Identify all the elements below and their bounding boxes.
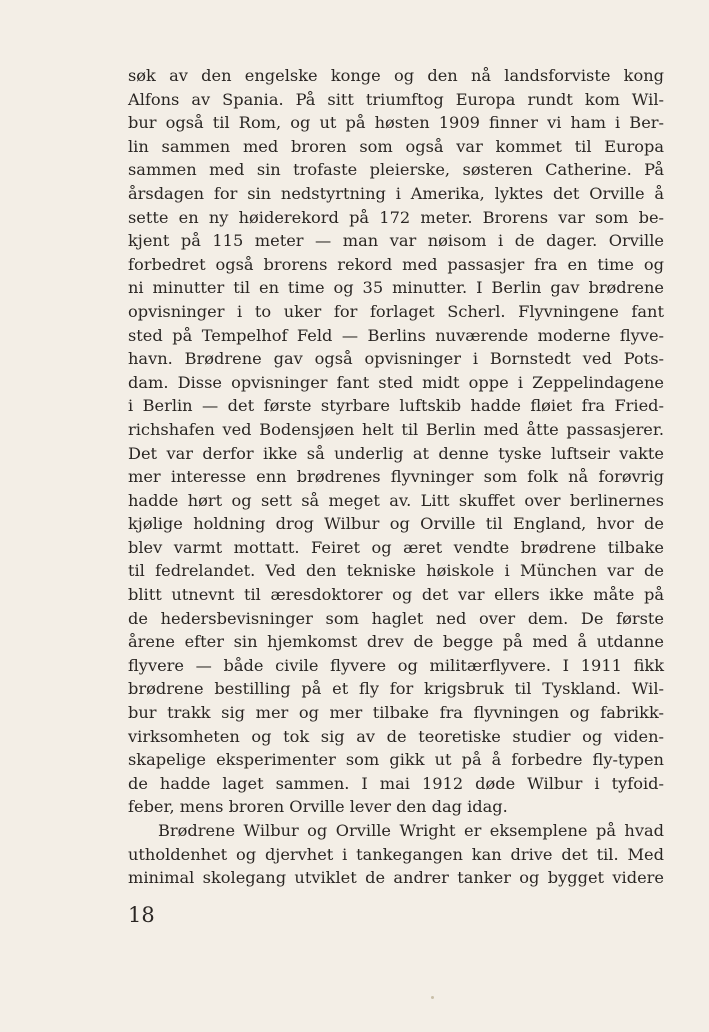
text-line: i Berlin — det første styrbare luftskib hadde fløiet fra Fried- (128, 396, 664, 416)
text-line: havn. Brødrene gav også opvisninger i Bornstedt ved Pots- (128, 349, 664, 369)
text-line: blitt utnevnt til æresdoktorer og det var ellers ikke måte på (128, 585, 664, 605)
text-line: forbedret også brorens rekord med passasjer fra en time og (128, 254, 664, 274)
text-line: dam. Disse opvisninger fant sted midt oppe i Zeppelindagene (128, 372, 664, 392)
text-line: minimal skolegang utviklet de andrer tanker og bygget videre (128, 868, 664, 888)
text-line: ni minutter til en time og 35 minutter. I Berlin gav brødrene (128, 278, 664, 298)
paper-speck (431, 996, 434, 999)
text-line: utholdenhet og djervhet i tankegangen kan drive det til. Med (128, 844, 664, 864)
text-line: bur også til Rom, og ut på høsten 1909 finner vi ham i Ber- (128, 113, 664, 133)
text-line: kjent på 115 meter — man var nøisom i de dager. Orville (128, 231, 664, 251)
text-line: virksomheten og tok sig av de teoretiske studier og viden- (128, 726, 664, 746)
text-line: richshafen ved Bodensjøen helt til Berlin med åtte passasjerer. (128, 419, 664, 439)
page-number: 18 (128, 903, 155, 927)
paragraph-start-line: Brødrene Wilbur og Orville Wright er eksemplene på hvad (158, 821, 664, 840)
text-line: kjølige holdning drog Wilbur og Orville til England, hvor de (128, 514, 664, 534)
text-line: sette en ny høiderekord på 172 meter. Brorens var som be- (128, 207, 664, 227)
text-line: skapelige eksperimenter som gikk ut på å forbedre fly-typen (128, 750, 664, 770)
text-line: blev varmt mottatt. Feiret og æret vendte brødrene tilbake (128, 537, 664, 557)
text-line: til fedrelandet. Ved den tekniske høiskole i München var de (128, 561, 664, 581)
text-line: de hedersbevisninger som haglet ned over dem. De første (128, 608, 664, 628)
text-line: lin sammen med broren som også var kommet til Europa (128, 136, 664, 156)
text-line: søk av den engelske konge og den nå landsforviste kong (128, 66, 664, 85)
paragraph-end-line: feber, mens broren Orville lever den dag idag. (128, 797, 508, 817)
text-line: flyvere — både civile flyvere og militærflyvere. I 1911 fikk (128, 655, 664, 675)
text-line: brødrene bestilling på et fly for krigsbruk til Tyskland. Wil- (128, 679, 664, 699)
text-line: mer interesse enn brødrenes flyvninger som folk nå forøvrig (128, 467, 664, 487)
text-line: sted på Tempelhof Feld — Berlins nuværende moderne flyve- (128, 325, 664, 345)
text-line: Alfons av Spania. På sitt triumftog Europa rundt kom Wil- (128, 89, 664, 109)
text-line: opvisninger i to uker for forlaget Scherl. Flyvningene fant (128, 301, 664, 321)
body-text (128, 64, 664, 890)
text-line: de hadde laget sammen. I mai 1912 døde Wilbur i tyfoid- (128, 773, 664, 793)
text-line: sammen med sin trofaste pleierske, søsteren Catherine. På (128, 160, 664, 180)
text-line: bur trakk sig mer og mer tilbake fra flyvningen og fabrikk- (128, 703, 664, 723)
text-line: Det var derfor ikke så underlig at denne tyske luftseir vakte (128, 443, 664, 463)
text-line: hadde hørt og sett så meget av. Litt skuffet over berlinernes (128, 490, 664, 510)
text-line: årsdagen for sin nedstyrtning i Amerika, lyktes det Orville å (128, 183, 664, 203)
text-line: årene efter sin hjemkomst drev de begge på med å utdanne (128, 632, 664, 652)
